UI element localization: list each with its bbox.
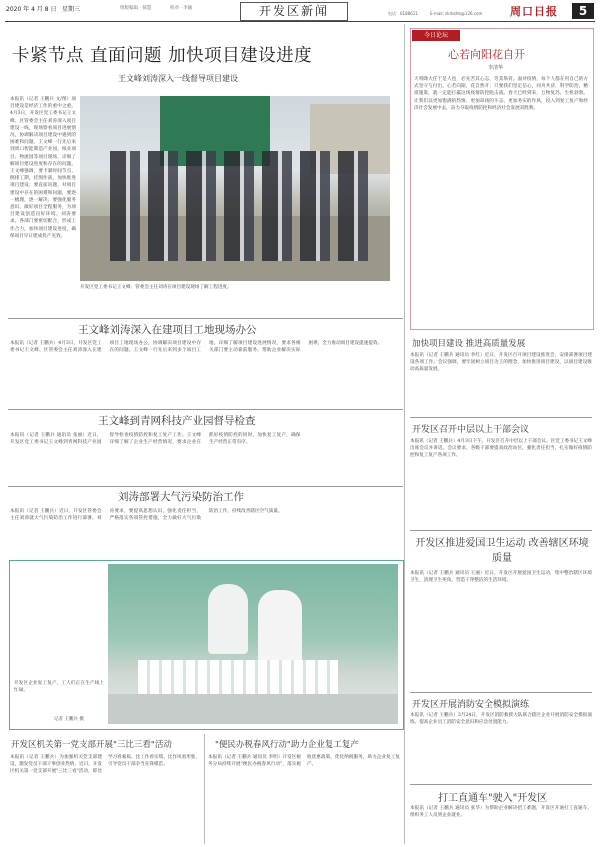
lead-subhead: 王文峰刘涛深入一线督导项目建设 [118,74,238,83]
weekday: 星期三 [62,6,81,13]
forum-body: 天将降大任于是人也，必先苦其心志，劳其筋骨。面对疫情，每个人都在用自己的方式坚守与付出。心若向阳，花自然开；只要我们坚定信心，同舟共济，科学防治，精准施策，就一定能打赢这场疫情防控阻击战。春天已经到来，万物复苏，生机勃勃。让我们以更加饱满的热情、更加昂扬的斗志、更加务实的作风，投入到复工复产和经济社会发展中去，奋力夺取疫情防控和经济社会发展双胜利。 [414,77,588,111]
conveyor [108,694,398,724]
article-2-body: 本报讯（记者 王鹏兵 通讯员 张丽）近日，开发区党工委书记王文峰到青网科技产业园督导检查疫情防控和复工复产工作。王文峰详细了解了企业生产经营情况，要求企业在抓好疫情防控的同时，加快复工复产，确保生产经营正常有序。 [10,433,301,446]
email: E-mail: zkrbzhb@126.com [430,11,483,16]
lead-headline: 卡紧节点 直面问题 加快项目建设进度 [12,46,313,66]
section-title: 开发区新闻 [240,2,348,21]
bottom-1-headline: 开发区机关第一党支部开展"三比三看"活动 [11,740,172,750]
side-headline-1: 加快项目建设 推进高质量发展 [412,339,526,349]
side-rule-1 [410,417,592,418]
people-group [110,151,370,261]
worker-2 [258,590,302,670]
article-1-body: 本报讯（记者 王鹏兵）4月3日，开发区党工委书记王文峰、区管委会主任刘涛深入在建项目工地现场办公，协调解决项目建设中存在的问题。王文峰一行先后来到多个项目工地，详细了解项目建设进展情况，要求各相关部门要主动靠前服务，帮助企业解决实际困难，全力推动项目建设提速提效。 [10,341,383,354]
lead-body: 本报讯（记者 王鹏兵 文/图）项目建设是经济工作的重中之重。4月3日，开发区党工委书记王文峰、区管委会主任刘涛深入项目建设一线，现场察看项目进展情况，协调解决项目建设中遇到的困难和问题。王文峰一行先后来到周口智能制造产业园、纸业项目、物流园等项目现场，详细了解项目建设进度和存在的问题。王文峰强调，要卡紧时间节点，倒排工期，挂图作战，加快推进项目建设；要直面问题，对项目建设中存在的困难和问题，要逐一梳理，逐一解决；要强化服务意识，做好项目全程服务，为项目建设创造良好环境。刘涛要求，各部门要密切配合，形成工作合力，加快项目建设进度，确保项目早日建成投产见效。 [10,97,76,239]
date: 2020 年 4 月 8 日 [6,6,57,13]
article-1-rule [8,409,403,410]
forum-title: 心若向阳花自开 [448,48,525,61]
masthead-rule [5,21,595,22]
side-body-1: 本报讯（记者 王鹏兵 通讯员 李红）近日，开发区召开项目建设推进会，安排部署项目建设各项工作。会议强调，要牢固树立项目为王的理念，加快推进项目建设，以项目建设推动高质量发展。 [410,353,592,373]
newspaper-logo: 周口日报 [510,5,558,18]
article-2-headline: 王文峰到青网科技产业园督导检查 [98,415,256,427]
side-headline-4: 开发区开展消防安全模拟演练 [412,700,530,710]
side-rule-2 [410,530,592,531]
side-rule-4 [410,784,592,785]
article-1-headline: 王文峰刘涛深入在建项目工地现场办公 [78,324,257,336]
forum-author: 李清华 [488,65,504,71]
side-body-3: 本报讯（记者 王鹏兵 通讯员 王丽）近日，开发区开展爱国卫生运动，集中整治辖区环境卫生，清理卫生死角，营造干净整洁的生活环境。 [410,571,592,584]
lead-caption: 开发区党工委书记王文峰、管委会主任刘涛在项目建设现场了解工程进度。 [80,285,232,290]
proofreader: 校对 · 李颖 [170,6,193,11]
article-3-body: 本报讯（记者 王鹏兵）近日，开发区管委会主任刘涛就大气污染防治工作进行部署。刘涛要求，要提高思想认识，强化责任担当，严格落实各项管控措施，全力做好大气污染防治工作，持续改善辖区空气质量。 [10,509,283,522]
photo2-caption: 开发区企业复工复产，工人们正在生产线上忙碌。 [14,681,104,694]
photo2-credit: 记者 王鹏兵 摄 [54,717,84,722]
worker-1 [208,584,248,654]
bottom-2-body: 本报讯（记者 王鹏兵 通讯员 李明）开发区税务分局持续开展"便民办税春风行动"，落实税收优惠政策，优化纳税服务，助力企业复工复产。 [208,755,400,768]
factory-photo [108,564,398,724]
lead-photo [80,96,390,281]
bottom-1-body: 本报讯（记者 王鹏兵）为加强机关党支部建设，激发党员干部干事创业热情，近日，开发区机关第一党支部开展"三比三看"活动，即比学习看素质、比工作看实绩、比作风看形象，引导党员干部争当先锋模范。 [10,755,200,775]
hotline: 电话：6188611 [388,11,418,16]
editor: 组版编辑 · 郝慧 [120,6,152,11]
column-divider [404,24,405,844]
page-number: 5 [572,3,594,19]
bottom-divider [204,734,205,844]
side-body-2: 本报讯（记者 王鹏兵）4月3日下午，开发区召开中层以上干部会议。区党工委书记王文峰出席会议并讲话。会议要求，各级干部要提高政治站位，强化责任担当，扎实做好疫情防控和复工复产各项工作。 [410,439,592,459]
article-2-rule [8,486,403,487]
forum-tag: 今日论坛 [412,30,460,41]
side-rule-3 [410,692,592,693]
side-headline-5: 打工直通车"驶入"开发区 [438,793,548,804]
bottom-2-headline: "便民办税春风行动"助力企业复工复产 [215,740,359,750]
lead-rule [8,318,403,319]
side-headline-2: 开发区召开中层以上干部会议 [412,425,530,435]
side-body-4: 本报讯（记者 王鹏兵）3月24日，开发区消防救援大队联合辖区企业开展消防安全模拟演练，提高企业员工消防安全意识和应急处置能力。 [410,713,592,726]
side-headline-3: 开发区推进爱国卫生运动 改善辖区环境质量 [415,538,589,564]
side-body-5: 本报讯（记者 王鹏兵 通讯员 张华）为帮助企业解决招工难题，开发区开通打工直通车，组织务工人员到企业就业。 [410,806,592,819]
article-3-headline: 刘涛部署大气污染防治工作 [118,491,244,503]
